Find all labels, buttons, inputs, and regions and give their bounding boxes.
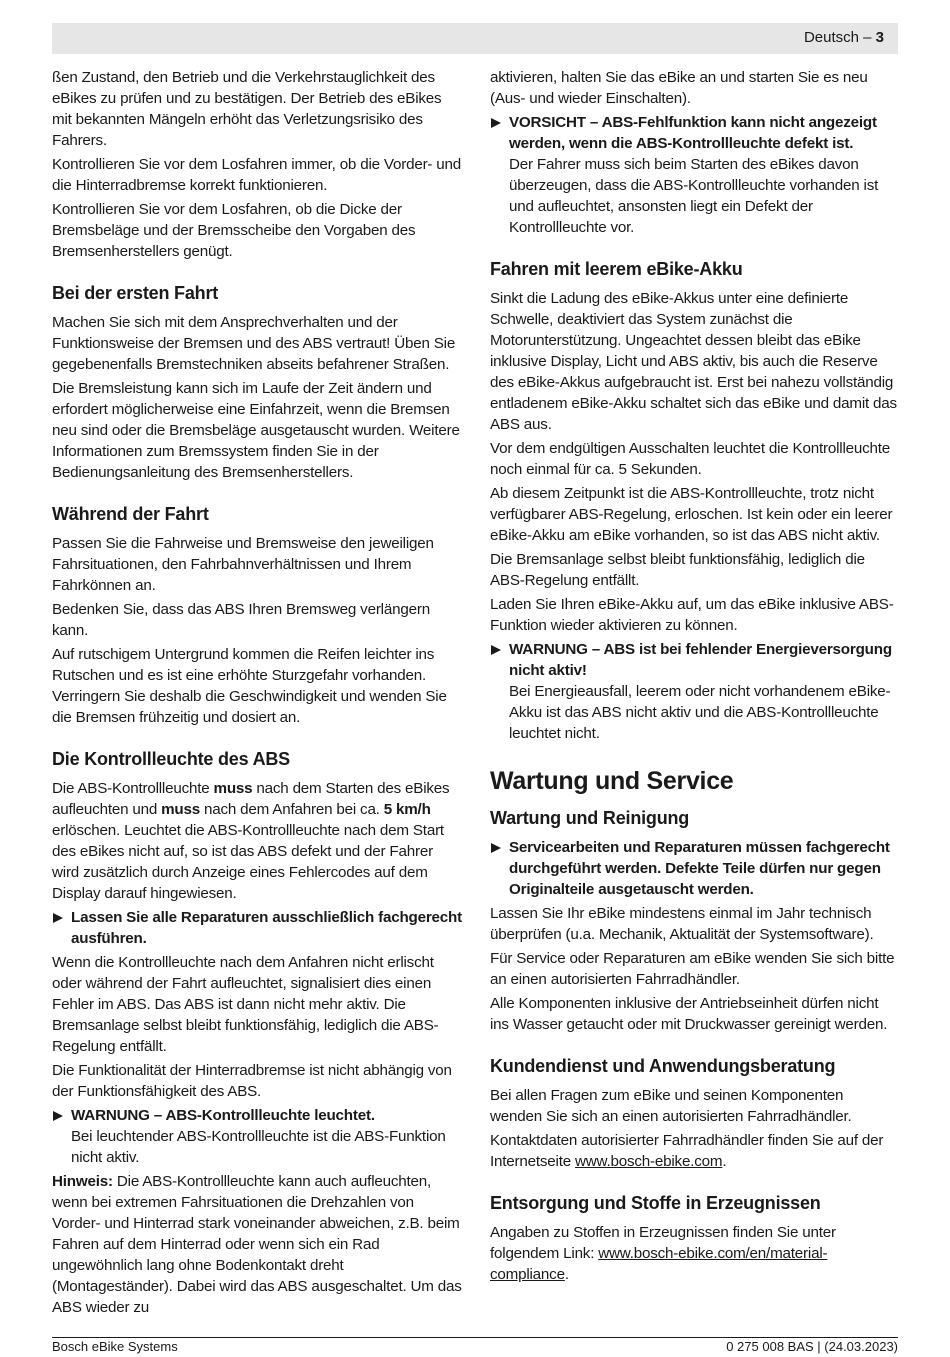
left-column xyxy=(52,67,462,1321)
instruction-note xyxy=(52,907,462,949)
paragraph: Vor dem endgültigen Ausschalten leuchtet die Kontrollleuchte noch einmal für ca. 5 Sekunden. xyxy=(490,440,891,478)
section-heading-abs-lamp: Die Kontrollleuchte des ABS xyxy=(52,749,290,769)
page-header xyxy=(52,23,898,54)
text-run: erlöschen. Leuchtet die ABS-Kontrollleuchte nach dem Start des eBikes nicht auf, so ist das ABS defekt und der Fahrer wird zusätzlich durch Anzeige eines Fehlercodes auf dem Display darauf hingewiesen. xyxy=(52,822,444,902)
paragraph: Kontrollieren Sie vor dem Losfahren, ob die Dicke der Bremsbeläge und der Bremsscheibe den Vorgaben des Bremsenherstellers genügt. xyxy=(52,201,416,260)
paragraph: Lassen Sie Ihr eBike mindestens einmal im Jahr technisch überprüfen (u.a. Mechanik, Aktualität der Systemsoftware). xyxy=(490,905,874,943)
warning-note xyxy=(490,639,898,744)
bold-run: muss xyxy=(161,801,200,818)
paragraph: Die Funktionalität der Hinterradbremse ist nicht abhängig von der Funktionsfähigkeit des ABS. xyxy=(52,1062,452,1100)
footer-divider xyxy=(52,1337,898,1338)
paragraph xyxy=(490,1130,898,1172)
chapter-heading-service: Wartung und Service xyxy=(490,767,734,795)
note-label: Hinweis: xyxy=(52,1173,113,1190)
paragraph xyxy=(490,1222,898,1285)
warning-title: WARNUNG – ABS ist bei fehlender Energieversorgung nicht aktiv! xyxy=(509,641,892,679)
bosch-ebike-link[interactable]: www.bosch-ebike.com xyxy=(575,1153,723,1170)
arrow-bullet-icon xyxy=(491,118,501,128)
paragraph: ßen Zustand, den Betrieb und die Verkehrstauglichkeit des eBikes zu prüfen und zu bestätigen. Der Betrieb des eBikes mit bekannten Mängeln erhöht das Verletzungsrisiko des Fahrers. xyxy=(52,69,442,149)
bold-run: 5 km/h xyxy=(383,801,431,818)
section-heading-empty-battery: Fahren mit leerem eBike-Akku xyxy=(490,259,743,279)
footer-company: Bosch eBike Systems xyxy=(52,1339,178,1354)
paragraph: aktivieren, halten Sie das eBike an und starten Sie es neu (Aus- und wieder Einschalten). xyxy=(490,69,868,107)
paragraph: Die Bremsleistung kann sich im Laufe der Zeit ändern und erfordert möglicherweise eine Einfahrzeit, wenn die Bremsen neu sind oder die Bremsbeläge ausgetauscht wurden. Weitere Informationen zum Bremssystem finden Sie in der Bedienungsanleitung des Bremsenherstellers. xyxy=(52,380,460,481)
paragraph: Kontrollieren Sie vor dem Losfahren immer, ob die Vorder- und die Hinterradbremse korrekt funktionieren. xyxy=(52,156,462,194)
section-heading-during-ride: Während der Fahrt xyxy=(52,504,209,524)
arrow-bullet-icon xyxy=(53,913,63,923)
warning-title: WARNUNG – ABS-Kontrollleuchte leuchtet. xyxy=(71,1107,375,1124)
material-compliance-link[interactable]: www.bosch-ebike.com/en/material-compliance xyxy=(490,1245,828,1283)
paragraph: Passen Sie die Fahrweise und Bremsweise den jeweiligen Fahrsituationen, den Fahrbahnverhältnissen und Ihrem Fahrkönnen an. xyxy=(52,535,434,594)
paragraph: Bei allen Fragen zum eBike und seinen Komponenten wenden Sie sich an einen autorisierten Fahrradhändler. xyxy=(490,1087,852,1125)
paragraph: Sinkt die Ladung des eBike-Akkus unter eine definierte Schwelle, deaktiviert das System zunächst die Motorunterstützung. Ungeachtet dessen bleibt das eBike inklusive Display, Licht und ABS aktiv, bis auch die Reserve des eBike-Akkus aufgebraucht ist. Erst bei nahezu vollständig entladenem eBike-Akku schaltet sich das eBike und damit das ABS aus. xyxy=(490,290,897,433)
right-column xyxy=(490,67,898,1288)
warning-note xyxy=(52,1105,462,1168)
paragraph xyxy=(52,778,462,904)
paragraph: Die Bremsanlage selbst bleibt funktionsfähig, lediglich die ABS-Regelung entfällt. xyxy=(490,551,865,589)
text-run: . xyxy=(564,1266,569,1283)
note-text: Die ABS-Kontrollleuchte kann auch aufleuchten, wenn bei extremen Fahrsituationen die Drehzahlen von Vorder- und Hinterrad stark voneinander abweichen, z.B. beim Fahren auf dem Hinterrad oder wenn sich ein Rad ungewöhnlich lang ohne Bodenkontakt dreht (Montageständer). Dabei wird das ABS ausgeschaltet. Um das ABS wieder zu xyxy=(52,1173,462,1316)
text-run: nach dem Anfahren bei ca. xyxy=(200,801,384,818)
bold-run: muss xyxy=(213,780,253,797)
text-run: . xyxy=(722,1153,727,1170)
caution-note xyxy=(490,112,898,238)
paragraph: Alle Komponenten inklusive der Antriebseinheit dürfen nicht ins Wasser getaucht oder mit Druckwasser gereinigt werden. xyxy=(490,995,888,1033)
header-language: Deutsch – xyxy=(803,29,872,46)
text-run: Angaben zu Stoffen in Erzeugnissen finden Sie unter folgendem Link: xyxy=(490,1224,836,1262)
instruction-text: Lassen Sie alle Reparaturen ausschließlich fachgerecht ausführen. xyxy=(71,909,462,947)
note-paragraph xyxy=(52,1171,462,1318)
paragraph: Auf rutschigem Untergrund kommen die Reifen leichter ins Rutschen und es ist eine erhöhte Sturzgefahr vorhanden. Verringern Sie deshalb die Geschwindigkeit und wenden Sie die Bremsen frühzeitig und dosiert an. xyxy=(52,646,447,726)
arrow-bullet-icon xyxy=(491,645,501,655)
text-run: Die ABS-Kontrollleuchte xyxy=(52,780,214,797)
warning-text: Bei leuchtender ABS-Kontrollleuchte ist die ABS-Funktion nicht aktiv. xyxy=(71,1128,446,1166)
paragraph: Wenn die Kontrollleuchte nach dem Anfahren nicht erlischt oder während der Fahrt aufleuchtet, signalisiert dies einen Fehler im ABS. Das ABS ist dann nicht mehr aktiv. Die Bremsanlage selbst bleibt funktionsfähig, lediglich die ABS-Regelung entfällt. xyxy=(52,954,439,1055)
text-run: Kontaktdaten autorisierter Fahrradhändler finden Sie auf der Internetseite xyxy=(490,1132,884,1170)
paragraph: Machen Sie sich mit dem Ansprechverhalten und der Funktionsweise der Bremsen und des ABS vertraut! Üben Sie gegebenenfalls Bremstechniken abseits befahrener Straßen. xyxy=(52,314,456,373)
text-run: nach dem Starten des eBikes aufleuchten und xyxy=(52,780,450,818)
header-text xyxy=(804,29,884,46)
section-heading-disposal: Entsorgung und Stoffe in Erzeugnissen xyxy=(490,1193,821,1213)
instruction-note xyxy=(490,837,898,900)
section-heading-maintenance: Wartung und Reinigung xyxy=(490,808,690,828)
caution-title: VORSICHT – ABS-Fehlfunktion kann nicht angezeigt werden, wenn die ABS-Kontrollleuchte defekt ist. xyxy=(509,114,877,152)
arrow-bullet-icon xyxy=(491,843,501,853)
warning-text: Bei Energieausfall, leerem oder nicht vorhandenem eBike-Akku ist das ABS nicht aktiv und die ABS-Kontrollleuchte leuchtet nicht. xyxy=(509,683,891,742)
paragraph: Bedenken Sie, dass das ABS Ihren Bremsweg verlängern kann. xyxy=(52,601,430,639)
paragraph: Laden Sie Ihren eBike-Akku auf, um das eBike inklusive ABS-Funktion wieder aktivieren zu können. xyxy=(490,596,894,634)
section-heading-customer-service: Kundendienst und Anwendungsberatung xyxy=(490,1056,836,1076)
paragraph: Für Service oder Reparaturen am eBike wenden Sie sich bitte an einen autorisierten Fahrradhändler. xyxy=(490,950,895,988)
page-number: 3 xyxy=(875,29,884,46)
caution-text: Der Fahrer muss sich beim Starten des eBikes davon überzeugen, dass die ABS-Kontrollleuchte vorhanden ist und aufleuchtet, ansonsten liegt ein Defekt der Kontrollleuchte vor. xyxy=(509,156,879,236)
arrow-bullet-icon xyxy=(53,1111,63,1121)
instruction-text: Servicearbeiten und Reparaturen müssen fachgerecht durchgeführt werden. Defekte Teile dürfen nur gegen Originalteile ausgetauscht werden. xyxy=(509,839,890,898)
section-heading-first-ride: Bei der ersten Fahrt xyxy=(52,283,219,303)
footer-doc-number: 0 275 008 BAS | (24.03.2023) xyxy=(726,1339,898,1354)
paragraph: Ab diesem Zeitpunkt ist die ABS-Kontrollleuchte, trotz nicht verfügbarer ABS-Regelung, erloschen. Ist kein oder ein leerer eBike-Akku am eBike vorhanden, so ist das ABS nicht aktiv. xyxy=(490,485,893,544)
